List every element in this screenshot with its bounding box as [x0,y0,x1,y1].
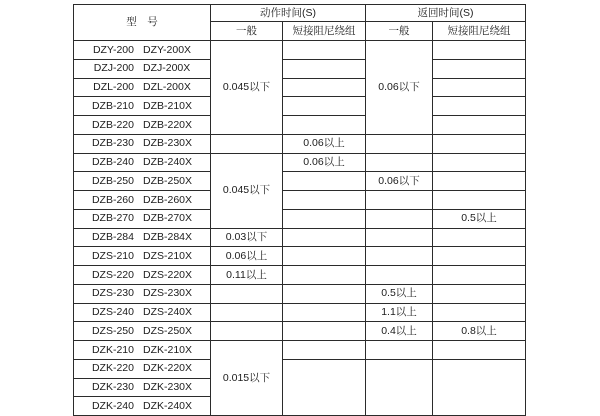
action-damped-cell [283,322,366,341]
table-row [74,191,526,210]
table-body [74,41,526,416]
return-damped-cell [433,284,526,303]
model-right: DZK-210X [142,343,193,356]
model-left: DZB-240 [91,156,134,169]
table-row [74,303,526,322]
model-left: DZB-284 [91,231,134,244]
table-row [74,78,526,97]
action-damped-cell [283,359,366,415]
return-damped-cell [433,247,526,266]
return-general-cell: 0.06以下 [366,41,433,135]
model-cell [74,341,211,360]
table-row [74,266,526,285]
model-left: DZB-230 [91,137,134,150]
header-action-time: 动作时间(S) [211,5,366,22]
return-damped-cell [433,59,526,78]
return-damped-cell [433,172,526,191]
model-cell [74,247,211,266]
model-right: DZB-284X [142,231,193,244]
return-general-cell: 0.06以下 [366,172,433,191]
return-damped-cell [433,41,526,60]
table-row [74,97,526,116]
model-right: DZB-240X [142,156,193,169]
return-damped-cell: 0.5以上 [433,209,526,228]
action-general-cell: 0.11以上 [211,266,283,285]
action-damped-cell [283,172,366,191]
model-cell [74,359,211,378]
action-damped-cell [283,116,366,135]
action-damped-cell [283,78,366,97]
model-cell [74,59,211,78]
table-row [74,41,526,60]
model-right: DZB-220X [142,118,193,131]
model-left: DZS-230 [91,287,134,300]
action-damped-cell [283,59,366,78]
model-right: DZK-240X [142,399,193,412]
model-left: DZY-200 [92,43,134,56]
action-general-cell: 0.045以下 [211,153,283,228]
model-right: DZB-270X [142,212,193,225]
table-header [74,5,526,41]
table-row [74,153,526,172]
table-row [74,228,526,247]
model-left: DZK-210 [91,343,134,356]
model-left: DZK-240 [91,399,134,412]
model-left: DZK-230 [91,381,134,394]
action-general-cell: 0.03以下 [211,228,283,247]
action-general-cell [211,284,283,303]
return-general-cell [366,134,433,153]
model-left: DZS-220 [91,268,134,281]
model-left: DZS-210 [91,249,134,262]
table-row [74,172,526,191]
action-damped-cell [283,303,366,322]
action-damped-cell: 0.06以上 [283,134,366,153]
return-damped-cell [433,266,526,285]
return-general-cell [366,247,433,266]
model-cell [74,116,211,135]
return-general-cell: 1.1以上 [366,303,433,322]
model-left: DZB-220 [91,118,134,131]
action-general-cell [211,134,283,153]
model-right: DZY-200X [143,43,192,56]
action-damped-cell [283,266,366,285]
model-cell [74,172,211,191]
return-general-cell: 0.5以上 [366,284,433,303]
model-left: DZB-250 [91,174,134,187]
table-row [74,247,526,266]
return-damped-cell [433,134,526,153]
model-left: DZK-220 [91,362,134,375]
model-right: DZS-220X [142,268,193,281]
model-right: DZS-210X [142,249,193,262]
return-damped-cell [433,153,526,172]
relay-spec-table [73,4,526,416]
action-damped-cell [283,209,366,228]
action-damped-cell [283,284,366,303]
return-general-cell [366,191,433,210]
model-cell [74,322,211,341]
action-general-cell: 0.015以下 [211,341,283,416]
model-right: DZB-260X [142,193,193,206]
model-right: DZL-200X [143,81,191,94]
table-row [74,209,526,228]
table-row [74,359,526,378]
model-right: DZB-250X [142,174,193,187]
header-return-general: 一般 [366,22,433,41]
model-cell [74,191,211,210]
return-damped-cell [433,116,526,135]
return-damped-cell [433,303,526,322]
return-general-cell [366,228,433,247]
model-cell [74,134,211,153]
model-left: DZB-270 [91,212,134,225]
model-left: DZJ-200 [93,62,134,75]
model-left: DZB-210 [91,99,134,112]
model-right: DZB-230X [142,137,193,150]
model-left: DZS-240 [91,306,134,319]
header-action-short-damped: 短接阻尼绕组 [283,22,366,41]
return-general-cell: 0.4以上 [366,322,433,341]
model-left: DZB-260 [91,193,134,206]
table-row [74,59,526,78]
action-damped-cell [283,97,366,116]
model-left: DZS-250 [91,324,134,337]
return-general-cell [366,209,433,228]
action-general-cell: 0.045以下 [211,41,283,135]
return-general-cell [366,266,433,285]
action-damped-cell: 0.06以上 [283,153,366,172]
model-cell [74,209,211,228]
model-cell [74,303,211,322]
model-right: DZJ-200X [143,62,191,75]
return-damped-cell: 0.8以上 [433,322,526,341]
action-damped-cell [283,191,366,210]
model-cell [74,266,211,285]
action-damped-cell [283,228,366,247]
action-general-cell [211,303,283,322]
table-row [74,134,526,153]
model-cell [74,228,211,247]
table-row [74,341,526,360]
model-cell [74,41,211,60]
model-cell [74,97,211,116]
model-right: DZK-220X [142,362,193,375]
table-row [74,284,526,303]
header-model: 型 号 [74,5,211,41]
return-general-cell [366,341,433,360]
model-right: DZK-230X [142,381,193,394]
header-return-time: 返回时间(S) [366,5,526,22]
model-left: DZL-200 [93,81,134,94]
return-damped-cell [433,97,526,116]
action-general-cell: 0.06以上 [211,247,283,266]
return-damped-cell [433,359,526,415]
header-action-general: 一般 [211,22,283,41]
model-cell [74,378,211,397]
model-right: DZB-210X [142,99,193,112]
return-damped-cell [433,78,526,97]
action-general-cell [211,322,283,341]
action-damped-cell [283,41,366,60]
return-damped-cell [433,228,526,247]
model-right: DZS-250X [142,324,193,337]
action-damped-cell [283,341,366,360]
table-row [74,116,526,135]
model-cell [74,153,211,172]
table-row [74,322,526,341]
header-row-groups [74,5,526,22]
return-damped-cell [433,341,526,360]
model-right: DZS-240X [142,306,193,319]
action-damped-cell [283,247,366,266]
header-return-short-damped: 短接阻尼绕组 [433,22,526,41]
return-general-cell [366,359,433,415]
return-general-cell [366,153,433,172]
model-cell [74,78,211,97]
return-damped-cell [433,191,526,210]
model-right: DZS-230X [142,287,193,300]
model-cell [74,284,211,303]
